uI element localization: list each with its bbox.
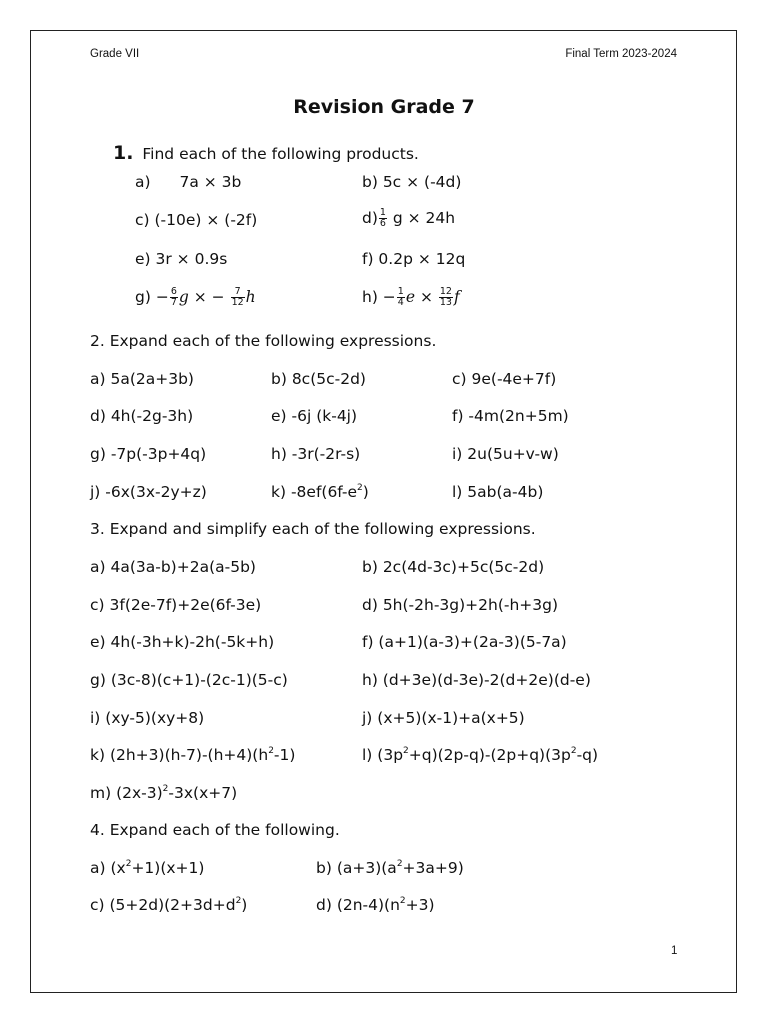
fraction: [397, 287, 405, 308]
expr-part: b) (a+3)(a: [316, 859, 397, 877]
exponent: 2: [162, 784, 169, 794]
page-number: 1: [671, 945, 678, 957]
expr-part: l) (3p: [362, 746, 404, 764]
page-title: Revision Grade 7: [293, 96, 475, 118]
expr-part: ): [362, 483, 369, 501]
expr-part: -1): [273, 746, 296, 764]
q1-item-g-label: g) −: [135, 288, 169, 306]
q1-item-b: b) 5c × (-4d): [362, 173, 462, 191]
q3-item-c: c) 3f(2e-7f)+2e(6f-3e): [90, 596, 262, 614]
q2-item-g: g) -7p(-3p+4q): [90, 445, 207, 463]
q1-item-d-label: d): [362, 209, 378, 227]
q1-item-e: e) 3r × 0.9s: [135, 250, 228, 268]
q2-instruction: 2. Expand each of the following expressions.: [90, 332, 437, 350]
exponent: 2: [403, 746, 409, 756]
q3-item-b: b) 2c(4d-3c)+5c(5c-2d): [362, 558, 545, 576]
q3-item-d: d) 5h(-2h-3g)+2h(-h+3g): [362, 596, 559, 614]
fraction: [439, 287, 453, 308]
fraction-denominator: 7: [170, 297, 177, 308]
fraction-denominator: 12: [231, 297, 244, 308]
fraction: [231, 287, 245, 308]
q3-instruction: 3. Expand and simplify each of the following expressions.: [90, 520, 536, 538]
q3-item-j: j) (x+5)(x-1)+a(x+5): [362, 709, 525, 727]
q2-item-l: l) 5ab(a-4b): [452, 483, 544, 501]
operator: × −: [188, 288, 230, 306]
q3-item-m: [90, 784, 237, 802]
variable: f: [453, 288, 460, 306]
q1-item-d-fraction: [379, 208, 387, 229]
q4-item-a: [90, 859, 204, 877]
exponent: 2: [570, 746, 577, 756]
exponent: 2: [357, 483, 363, 493]
q2-item-b: b) 8c(5c-2d): [271, 370, 366, 388]
expr-part: +3): [405, 896, 435, 914]
expr-part: c) (5+2d)(2+3d+d: [90, 896, 236, 914]
operator: ×: [415, 288, 438, 306]
exponent: 2: [125, 859, 132, 869]
variable: h: [245, 288, 256, 306]
q3-item-g: g) (3c-8)(c+1)-(2c-1)(5-c): [90, 671, 288, 689]
header-right: Final Term 2023-2024: [565, 48, 677, 60]
q4-item-c: [90, 896, 247, 914]
expr-part: d) (2n-4)(n: [316, 896, 400, 914]
expr-part: -3x(x+7): [168, 784, 238, 802]
q2-item-h: h) -3r(-2r-s): [271, 445, 361, 463]
q1-item-h-label: h) −: [362, 288, 396, 306]
q1-item-a-expr: 7a × 3b: [179, 173, 242, 191]
q2-item-c: c) 9e(-4e+7f): [452, 370, 557, 388]
fraction-numerator: 7: [231, 287, 245, 298]
expr-part: ): [241, 896, 248, 914]
q1-item-f: f) 0.2p × 12q: [362, 250, 466, 268]
fraction-numerator: 6: [170, 286, 177, 297]
q2-item-j: j) -6x(3x-2y+z): [90, 483, 207, 501]
q3-item-k: [90, 746, 295, 764]
header-left: Grade VII: [90, 48, 140, 60]
fraction-denominator: 13: [439, 297, 452, 308]
expr-part: m) (2x-3): [90, 784, 163, 802]
q1-item-d-rest: g × 24h: [392, 209, 456, 227]
expr-part: +1)(x+1): [131, 859, 205, 877]
q1-item-c: c) (-10e) × (-2f): [135, 211, 258, 229]
q1-instruction: Find each of the following products.: [142, 145, 419, 163]
q2-item-k: [271, 483, 369, 501]
exponent: 2: [268, 746, 274, 756]
q3-item-a: a) 4a(3a-b)+2a(a-5b): [90, 558, 256, 576]
fraction-denominator: 6: [379, 218, 386, 229]
q3-item-i: i) (xy-5)(xy+8): [90, 709, 205, 727]
expr-part: k) (2h+3)(h-7)-(h+4)(h: [90, 746, 269, 764]
q3-item-h: h) (d+3e)(d-3e)-2(d+2e)(d-e): [362, 671, 591, 689]
q2-item-e: e) -6j (k-4j): [271, 407, 358, 425]
q1-item-h: [362, 287, 460, 308]
q3-item-f: f) (a+1)(a-3)+(2a-3)(5-7a): [362, 633, 567, 651]
q1-heading: [113, 142, 419, 164]
variable: e: [405, 288, 416, 306]
q1-item-a: [135, 173, 241, 191]
q1-number: 1.: [113, 142, 134, 164]
expr-part: +3a+9): [402, 859, 464, 877]
expr-part: -q): [576, 746, 599, 764]
fraction-numerator: 1: [379, 207, 386, 218]
fraction-numerator: 1: [397, 286, 404, 297]
exponent: 2: [235, 896, 242, 906]
q3-item-l: [362, 746, 598, 764]
q1-item-d: [362, 208, 455, 229]
q2-item-d: d) 4h(-2g-3h): [90, 407, 194, 425]
expr-part: a) (x: [90, 859, 126, 877]
q1-item-a-label: a): [135, 173, 151, 191]
q2-item-a: a) 5a(2a+3b): [90, 370, 194, 388]
fraction: [170, 287, 178, 308]
fraction-numerator: 12: [439, 286, 452, 297]
q2-item-f: f) -4m(2n+5m): [452, 407, 569, 425]
q4-instruction: 4. Expand each of the following.: [90, 821, 340, 839]
q4-item-b: [316, 859, 464, 877]
expr-part: k) -8ef(6f-e: [271, 483, 358, 501]
exponent: 2: [396, 859, 403, 869]
q1-item-g: [135, 287, 256, 308]
q4-item-d: [316, 896, 435, 914]
variable: g: [178, 288, 189, 306]
q3-item-e: e) 4h(-3h+k)-2h(-5k+h): [90, 633, 275, 651]
fraction-denominator: 4: [397, 297, 404, 308]
expr-part: +q)(2p-q)-(2p+q)(3p: [408, 746, 571, 764]
q2-item-i: i) 2u(5u+v-w): [452, 445, 559, 463]
exponent: 2: [399, 896, 406, 906]
